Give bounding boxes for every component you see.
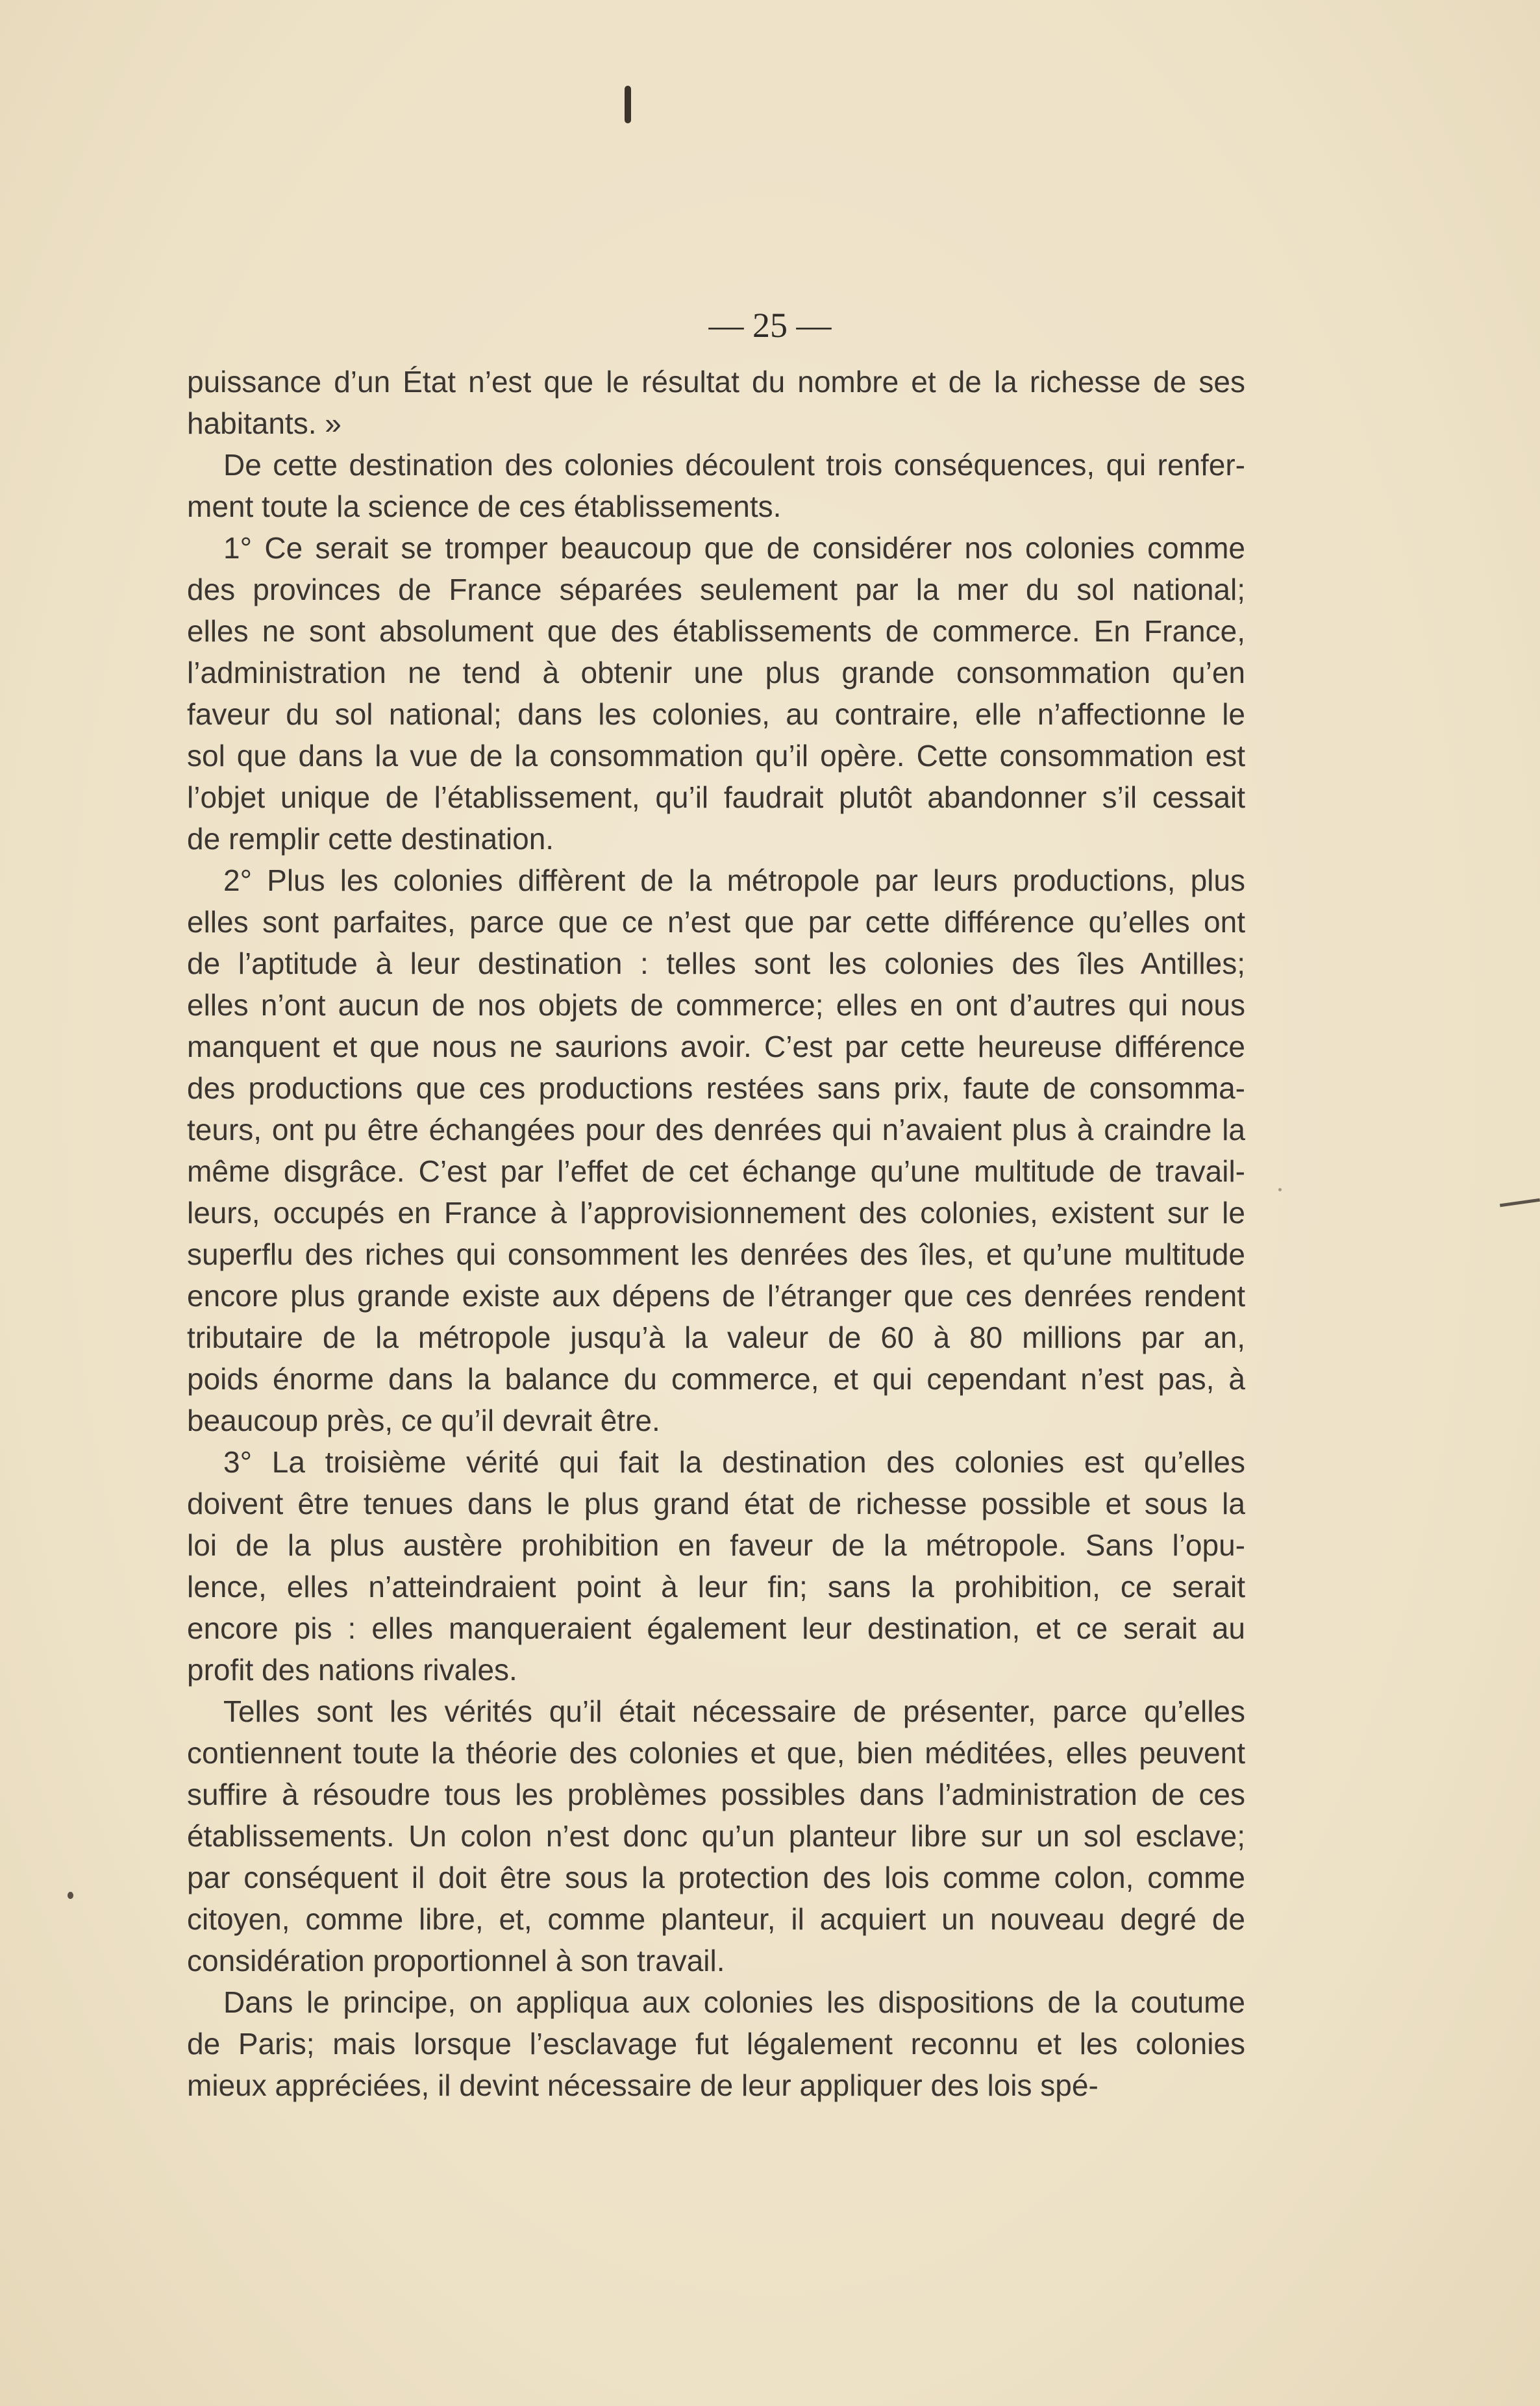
- text-line: 1° Ce serait se tromper beaucoup que de considérer nos colonies comme: [223, 531, 1245, 565]
- paragraph: [187, 444, 1245, 527]
- text-line: 2° Plus les colonies diffèrent de la métropole par leurs productions, plus: [223, 863, 1245, 897]
- text-line: beaucoup près, ce qu’il devrait être.: [187, 1404, 660, 1437]
- text-line: poids énorme dans la balance du commerce, et qui cependant n’est pas, à: [187, 1362, 1245, 1396]
- text-line: encore plus grande existe aux dépens de l’étranger que ces denrées rendent: [187, 1279, 1245, 1313]
- paragraph: [187, 1691, 1245, 1981]
- text-line: 3° La troisième vérité qui fait la destination des colonies est qu’elles: [223, 1445, 1245, 1479]
- paragraph: [187, 1441, 1245, 1691]
- paragraph: [187, 361, 1245, 444]
- text-line: superflu des riches qui consomment les denrées des îles, et qu’une multitude: [187, 1237, 1245, 1271]
- ink-speck: [1278, 1188, 1282, 1191]
- text-line: l’objet unique de l’établissement, qu’il faudrait plutôt abandonner s’il cessait: [187, 780, 1245, 814]
- text-line: par conséquent il doit être sous la protection des lois comme colon, comme: [187, 1861, 1245, 1894]
- text-line: Telles sont les vérités qu’il était nécessaire de présenter, parce qu’elles: [223, 1694, 1245, 1728]
- text-line: Dans le principe, on appliqua aux colonies les dispositions de la coutume: [223, 1985, 1245, 2019]
- text-line: établissements. Un colon n’est donc qu’un planteur libre sur un sol esclave;: [187, 1819, 1245, 1853]
- text-line: suffire à résoudre tous les problèmes possibles dans l’administration de ces: [187, 1778, 1245, 1811]
- text-line: doivent être tenues dans le plus grand état de richesse possible et sous la: [187, 1487, 1245, 1520]
- text-line: lence, elles n’atteindraient point à leur fin; sans la prohibition, ce serait: [187, 1570, 1245, 1604]
- text-line: profit des nations rivales.: [187, 1653, 517, 1687]
- binding-hole-mark: [625, 86, 631, 123]
- text-line: sol que dans la vue de la consommation qu’il opère. Cette consommation est: [187, 739, 1245, 773]
- text-line: des productions que ces productions restées sans prix, faute de consomma-: [187, 1071, 1245, 1105]
- text-line: tributaire de la métropole jusqu’à la valeur de 60 à 80 millions par an,: [187, 1321, 1245, 1354]
- paragraph: [187, 1981, 1245, 2106]
- text-line: ment toute la science de ces établissements.: [187, 490, 782, 523]
- page-number: — 25 —: [708, 306, 832, 345]
- text-line: leurs, occupés en France à l’approvisionnement des colonies, existent sur le: [187, 1196, 1245, 1230]
- text-line: de l’aptitude à leur destination : telles sont les colonies des îles Antilles;: [187, 947, 1245, 980]
- text-line: considération proportionnel à son travail.: [187, 1944, 725, 1978]
- text-line: De cette destination des colonies découlent trois conséquences, qui renfer-: [223, 448, 1245, 482]
- text-line: l’administration ne tend à obtenir une plus grande consommation qu’en: [187, 656, 1245, 689]
- text-line: elles ne sont absolument que des établissements de commerce. En France,: [187, 614, 1245, 648]
- text-line: elles sont parfaites, parce que ce n’est que par cette différence qu’elles ont: [187, 905, 1245, 939]
- text-line: de Paris; mais lorsque l’esclavage fut légalement reconnu et les colonies: [187, 2027, 1245, 2061]
- text-line: de remplir cette destination.: [187, 822, 554, 856]
- text-line: citoyen, comme libre, et, comme planteur, il acquiert un nouveau degré de: [187, 1902, 1245, 1936]
- text-line: teurs, ont pu être échangées pour des denrées qui n’avaient plus à craindre la: [187, 1113, 1245, 1147]
- text-line: contiennent toute la théorie des colonies et que, bien méditées, elles peuvent: [187, 1736, 1245, 1770]
- text-line: faveur du sol national; dans les colonies, au contraire, elle n’affectionne le: [187, 697, 1245, 731]
- text-line: puissance d’un État n’est que le résultat du nombre et de la richesse de ses: [187, 365, 1245, 399]
- paragraph: [187, 527, 1245, 860]
- text-line: mieux appréciées, il devint nécessaire de leur appliquer des lois spé-: [187, 2068, 1099, 2102]
- text-line: habitants. »: [187, 406, 342, 440]
- body-text: [187, 361, 1245, 2106]
- text-line: même disgrâce. C’est par l’effet de cet échange qu’une multitude de travail-: [187, 1154, 1245, 1188]
- text-line: des provinces de France séparées seulement par la mer du sol national;: [187, 573, 1245, 606]
- ink-speck: [68, 1892, 73, 1899]
- text-line: encore pis : elles manqueraient également leur destination, et ce serait au: [187, 1611, 1245, 1645]
- paragraph: [187, 860, 1245, 1441]
- text-line: loi de la plus austère prohibition en faveur de la métropole. Sans l’opu-: [187, 1528, 1245, 1562]
- text-line: elles n’ont aucun de nos objets de commerce; elles en ont d’autres qui nous: [187, 988, 1245, 1022]
- margin-mark: [1500, 1198, 1540, 1208]
- text-line: manquent et que nous ne saurions avoir. C’est par cette heureuse différence: [187, 1030, 1245, 1063]
